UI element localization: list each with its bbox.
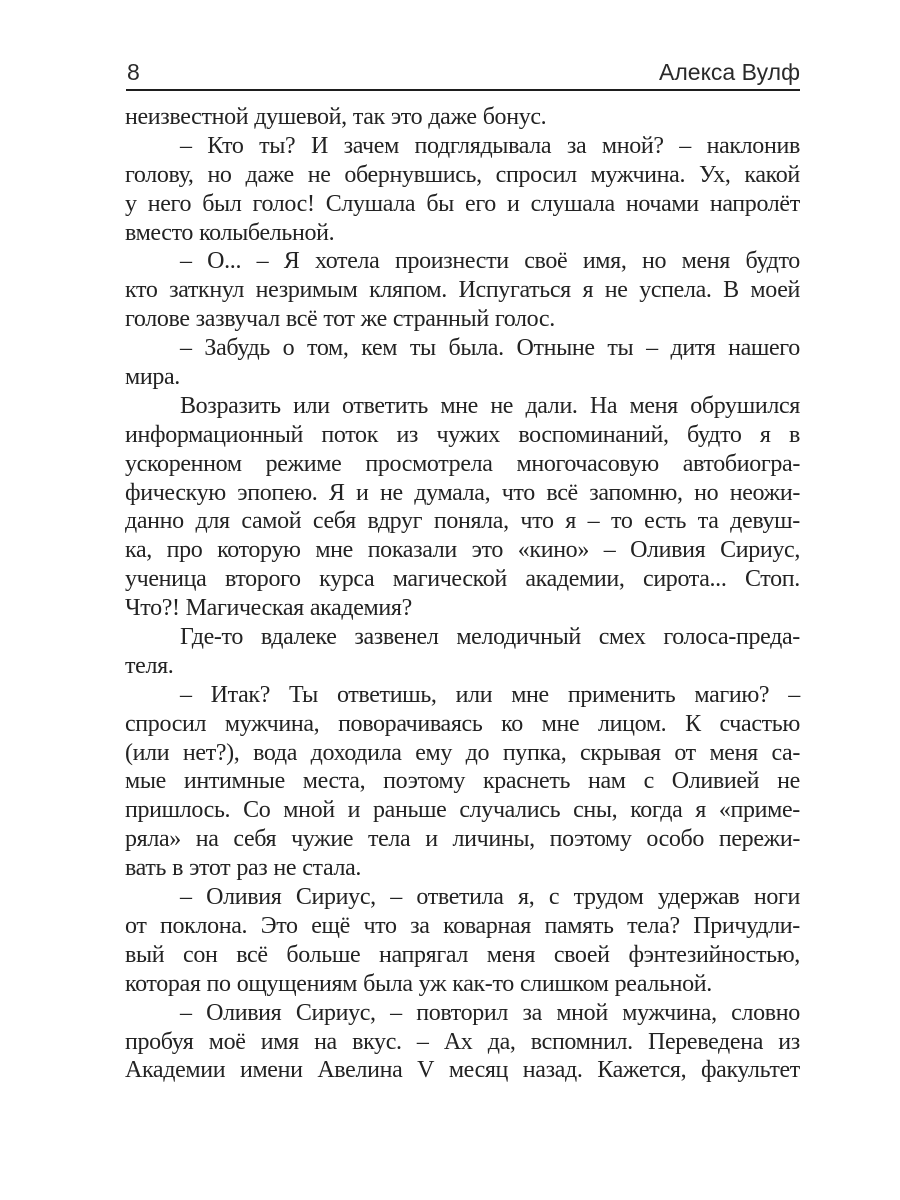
text-line: Где-то вдалеке зазвенел мелодичный смех голоса-преда- — [180, 624, 800, 651]
text-line: голову, но даже не обернувшись, спросил мужчина. Ух, какой — [125, 161, 800, 188]
text-line: пришлось. Со мной и раньше случались сны, когда я «приме- — [125, 797, 800, 824]
text-line: спросил мужчина, поворачиваясь ко мне лицом. К счастью — [125, 710, 800, 737]
text-line: – Оливия Сириус, – повторил за мной мужчина, словно — [180, 999, 800, 1026]
text-line: теля. — [125, 652, 174, 679]
text-line: неизвестной душевой, так это даже бонус. — [125, 104, 547, 130]
text-line: вый сон всё больше напрягал меня своей фэнтезийностью, — [125, 941, 800, 968]
text-line: – Итак? Ты ответишь, или мне применить магию? – — [180, 681, 800, 708]
text-line: информационный поток из чужих воспоминаний, будто я в — [125, 421, 800, 448]
text-line: пробуя моё имя на вкус. – Ах да, вспомнил. Переведена из — [125, 1028, 800, 1055]
text-line: ученица второго курса магической академии, сирота... Стоп. — [125, 566, 800, 593]
text-line: ряла» на себя чужие тела и личины, поэтому особо пережи- — [125, 826, 800, 853]
text-line: фическую эпопею. Я и не думала, что всё запомню, но неожи- — [125, 479, 800, 506]
paragraph — [125, 132, 800, 248]
text-line: ускоренном режиме просмотрела многочасовую автобиогра- — [125, 450, 800, 477]
text-line: мые интимные места, поэтому краснеть нам с Оливией не — [125, 768, 800, 795]
text-line: от поклона. Это ещё что за коварная память тела? Причудли- — [125, 912, 800, 939]
running-header — [126, 56, 800, 88]
text-line: у него был голос! Слушала бы его и слушала ночами напролёт — [125, 190, 800, 217]
paragraph — [125, 681, 800, 883]
paragraph — [125, 392, 800, 623]
body-text — [125, 103, 800, 1085]
paragraph — [125, 623, 800, 681]
paragraph — [125, 103, 800, 132]
text-line: Что?! Магическая академия? — [125, 595, 412, 622]
header-rule — [126, 89, 800, 91]
text-line: вместо колыбельной. — [125, 219, 335, 246]
text-line: (или нет?), вода доходила ему до пупка, скрывая от меня са- — [125, 739, 800, 766]
text-line: кто заткнул незримым кляпом. Испугаться я не успела. В моей — [125, 277, 800, 304]
text-line: – Оливия Сириус, – ответила я, с трудом удержав ноги — [180, 884, 800, 911]
author-name: Алекса Вулф — [659, 59, 800, 85]
page-number: 8 — [127, 59, 140, 85]
text-line: данно для самой себя вдруг поняла, что я – то есть та девуш- — [125, 508, 800, 535]
text-line: ка, про которую мне показали это «кино» – Оливия Сириус, — [125, 537, 800, 564]
text-line: вать в этот раз не стала. — [125, 855, 362, 882]
text-line: – Кто ты? И зачем подглядывала за мной? – наклонив — [180, 132, 800, 159]
text-line: мира. — [125, 364, 180, 391]
paragraph — [125, 247, 800, 334]
text-line: – О... – Я хотела произнести своё имя, но меня будто — [180, 248, 800, 275]
text-line: которая по ощущениям была уж как-то слишком реальной. — [125, 970, 712, 997]
text-line: Возразить или ответить мне не дали. На меня обрушился — [180, 392, 800, 419]
paragraph — [125, 883, 800, 999]
text-line: голове зазвучал всё тот же странный голос. — [125, 306, 555, 333]
text-line: Академии имени Авелина V месяц назад. Кажется, факультет — [125, 1057, 800, 1084]
paragraph — [125, 334, 800, 392]
text-line: – Забудь о том, кем ты была. Отныне ты – дитя нашего — [180, 335, 800, 362]
paragraph — [125, 999, 800, 1086]
